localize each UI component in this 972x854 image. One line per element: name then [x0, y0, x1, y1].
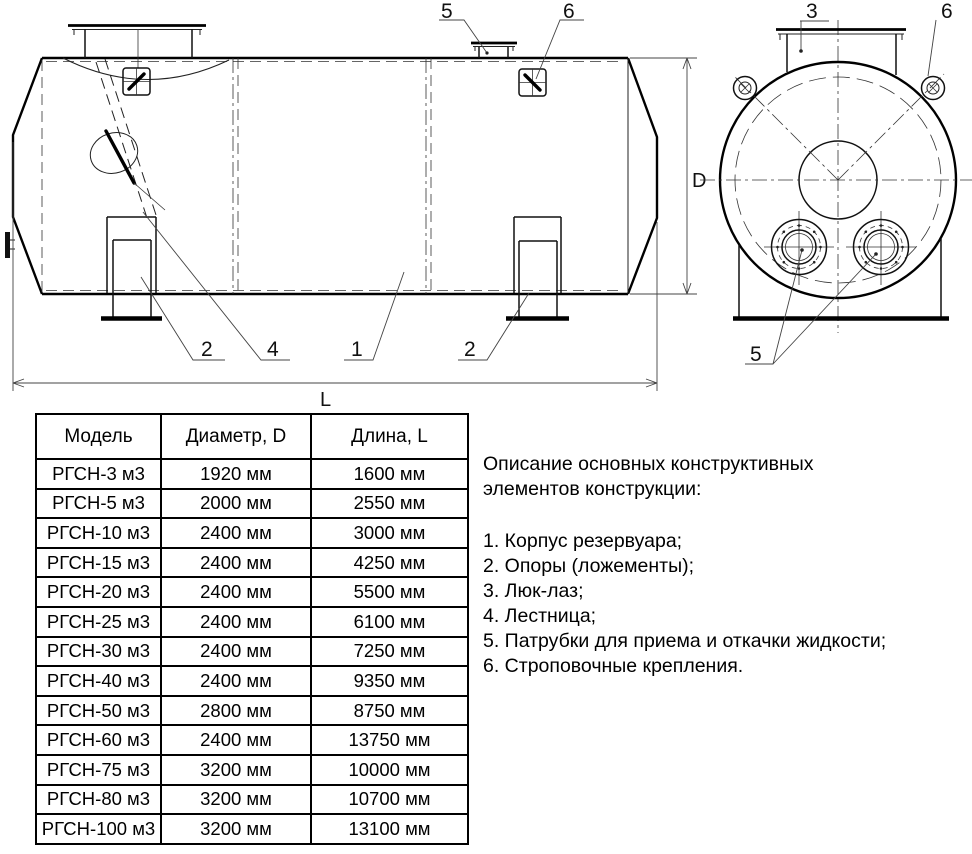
- dimension-L-label: L: [320, 389, 332, 410]
- callout-5-side-label: 5: [441, 0, 453, 23]
- table-cell: 9350 мм: [311, 666, 468, 696]
- lifting-lug-right: [519, 69, 546, 96]
- description-item: 4. Лестница;: [483, 605, 597, 627]
- table-cell: РГСН-100 м3: [36, 814, 161, 844]
- table-cell: РГСН-25 м3: [36, 607, 161, 637]
- description-item: 1. Корпус резервуара;: [483, 530, 683, 552]
- manhole-end: [776, 30, 906, 76]
- table-row: [36, 666, 468, 696]
- table-cell: 2800 мм: [161, 696, 311, 726]
- description-title: Описание основных конструктивных элементов конструкции:: [483, 453, 814, 500]
- table-cell: 2400 мм: [161, 548, 311, 578]
- callout-5-end-label: 5: [750, 343, 762, 366]
- table-row: [36, 518, 468, 548]
- table-row: [36, 785, 468, 815]
- callout-4-label: 4: [267, 338, 279, 361]
- table-cell: РГСН-30 м3: [36, 637, 161, 667]
- support-end: [733, 239, 949, 319]
- table-cell: 2400 мм: [161, 607, 311, 637]
- description-item: 6. Строповочные крепления.: [483, 655, 744, 677]
- table-cell: 2400 мм: [161, 637, 311, 667]
- description-items: [483, 529, 961, 679]
- side-view-tank: [5, 0, 706, 410]
- callout-6-end-label: 6: [941, 0, 953, 23]
- ladder: [85, 59, 165, 221]
- table-row: [36, 637, 468, 667]
- table-cell: РГСН-60 м3: [36, 725, 161, 755]
- table-cell: 3200 мм: [161, 755, 311, 785]
- table-cell: РГСН-80 м3: [36, 785, 161, 815]
- table-cell: РГСН-20 м3: [36, 577, 161, 607]
- table-row: [36, 725, 468, 755]
- callout-2-right-label: 2: [464, 338, 476, 361]
- table-cell: 4250 мм: [311, 548, 468, 578]
- centerlines: [700, 20, 972, 333]
- description-item: 5. Патрубки для приема и откачки жидкости;: [483, 630, 887, 652]
- table-cell: 6100 мм: [311, 607, 468, 637]
- table-cell: 1600 мм: [311, 459, 468, 489]
- table-cell: 2550 мм: [311, 489, 468, 519]
- manhole-side: [63, 26, 229, 80]
- bottom-nozzle-right: [846, 211, 916, 285]
- callout-3-label: 3: [806, 0, 818, 23]
- dimensions-table: [35, 413, 469, 845]
- table-cell: 13100 мм: [311, 814, 468, 844]
- table-cell: 2400 мм: [161, 666, 311, 696]
- table-row: [36, 548, 468, 578]
- dimension-D-label: D: [692, 170, 707, 192]
- top-nozzle: [471, 43, 517, 58]
- table-cell: РГСН-3 м3: [36, 459, 161, 489]
- size-table-body: [36, 459, 468, 844]
- bottom-nozzle-left: [764, 211, 834, 285]
- end-view-callouts: [745, 0, 953, 366]
- table-cell: 3200 мм: [161, 814, 311, 844]
- table-cell: 1920 мм: [161, 459, 311, 489]
- table-row: [36, 755, 468, 785]
- column-header-length: Длина, L: [311, 414, 468, 459]
- description-item: 2. Опоры (ложементы);: [483, 555, 695, 577]
- table-cell: 2400 мм: [161, 518, 311, 548]
- strop-lug-right: [922, 77, 945, 100]
- table-cell: РГСН-40 м3: [36, 666, 161, 696]
- side-view-callouts: [141, 0, 584, 361]
- support-left: [101, 217, 162, 319]
- table-cell: 3000 мм: [311, 518, 468, 548]
- support-right: [506, 217, 569, 319]
- callout-2-left-label: 2: [201, 338, 213, 361]
- table-row: [36, 607, 468, 637]
- table-cell: РГСН-75 м3: [36, 755, 161, 785]
- table-header-row: [36, 414, 468, 459]
- technical-drawing: [0, 0, 972, 415]
- table-row: [36, 459, 468, 489]
- table-cell: 5500 мм: [311, 577, 468, 607]
- shell-seam-dashed: [238, 58, 431, 294]
- table-cell: РГСН-5 м3: [36, 489, 161, 519]
- description-item: 3. Люк-лаз;: [483, 580, 584, 602]
- table-cell: 2400 мм: [161, 577, 311, 607]
- table-row: [36, 814, 468, 844]
- end-view-tank: [700, 0, 972, 366]
- table-cell: РГСН-10 м3: [36, 518, 161, 548]
- tank-right-cone: [628, 58, 657, 294]
- tank-left-cone: [13, 58, 42, 294]
- table-cell: 10700 мм: [311, 785, 468, 815]
- description-block: [483, 452, 961, 679]
- side-fitting: [5, 232, 15, 258]
- table-cell: 13750 мм: [311, 725, 468, 755]
- column-header-diameter: Диаметр, D: [161, 414, 311, 459]
- callout-6-side-label: 6: [563, 0, 575, 23]
- table-cell: РГСН-15 м3: [36, 548, 161, 578]
- lifting-lug-left: [123, 68, 150, 95]
- table-cell: 2000 мм: [161, 489, 311, 519]
- table-cell: РГСН-50 м3: [36, 696, 161, 726]
- table-cell: 3200 мм: [161, 785, 311, 815]
- table-cell: 8750 мм: [311, 696, 468, 726]
- column-header-model: Модель: [36, 414, 161, 459]
- table-cell: 10000 мм: [311, 755, 468, 785]
- table-cell: 7250 мм: [311, 637, 468, 667]
- table-row: [36, 489, 468, 519]
- table-row: [36, 577, 468, 607]
- shell-seam-lines: [233, 58, 426, 294]
- strop-lug-left: [734, 77, 757, 100]
- table-cell: 2400 мм: [161, 725, 311, 755]
- callout-1-label: 1: [351, 338, 363, 361]
- table-row: [36, 696, 468, 726]
